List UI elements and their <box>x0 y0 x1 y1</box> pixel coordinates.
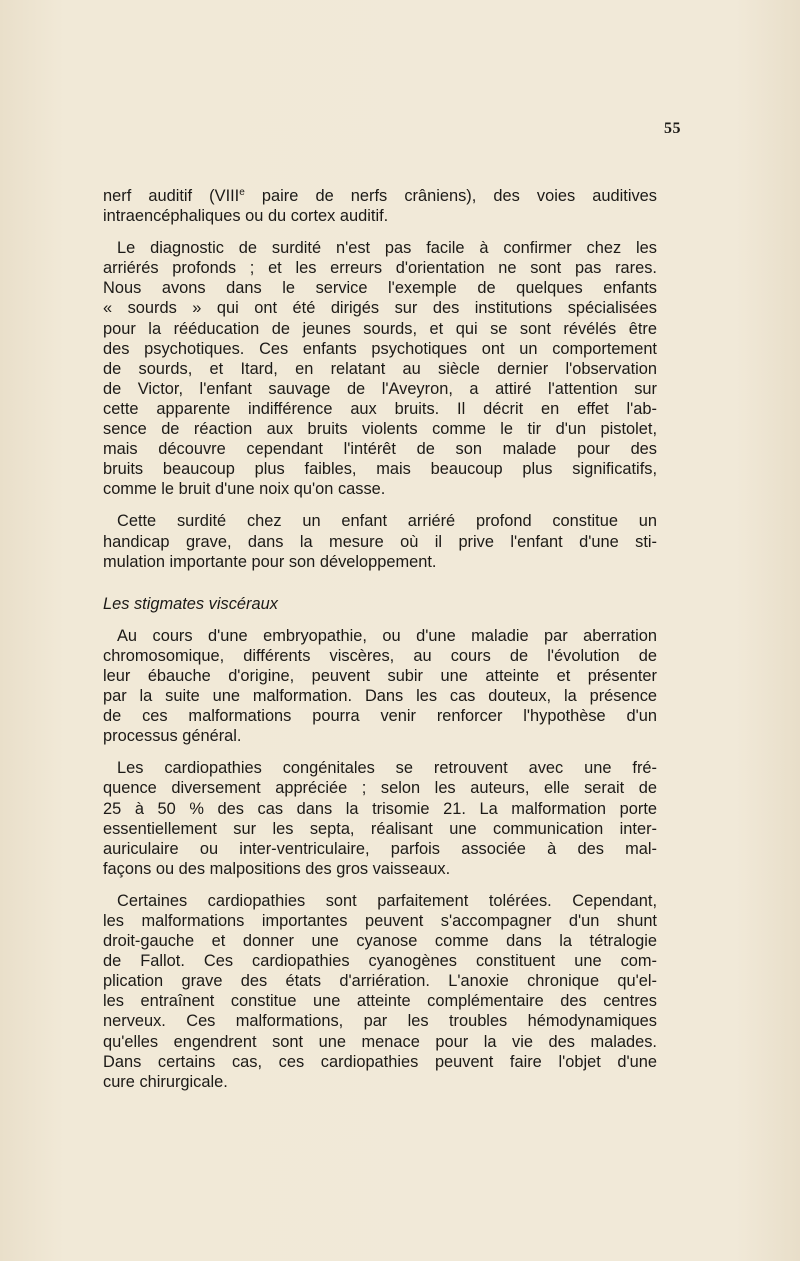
text-line: Cette surdité chez un enfant arriéré profond constitue un <box>117 512 657 531</box>
text-line: processus général. <box>103 727 242 746</box>
paragraph <box>103 186 657 226</box>
text-line: cette apparente indifférence aux bruits. Il décrit en effet l'ab- <box>103 399 657 418</box>
paragraph <box>103 238 657 499</box>
text-line: arriérés profonds ; et les erreurs d'orientation ne sont pas rares. <box>103 259 657 278</box>
text-line: qu'elles engendrent sont une menace pour la vie des malades. <box>103 1032 657 1051</box>
text-line: « sourds » qui ont été dirigés sur des institutions spécialisées <box>103 299 657 318</box>
paragraph <box>103 758 657 879</box>
text-line: Au cours d'une embryopathie, ou d'une maladie par aberration <box>117 626 657 645</box>
text-line: Nous avons dans le service l'exemple de quelques enfants <box>103 279 657 298</box>
section-heading: Les stigmates viscéraux <box>103 594 278 613</box>
text-line: sence de réaction aux bruits violents comme le tir d'un pistolet, <box>103 420 657 439</box>
text-line: les entraînent constitue une atteinte complémentaire des centres <box>103 992 657 1011</box>
text-line: de Victor, l'enfant sauvage de l'Aveyron, a attiré l'attention sur <box>103 379 657 398</box>
text-line: mulation importante pour son développement. <box>103 552 437 571</box>
text-line: droit-gauche et donner une cyanose comme dans la tétralogie <box>103 932 657 951</box>
text-line: Les cardiopathies congénitales se retrouvent avec une fré- <box>117 759 657 778</box>
text-line: Certaines cardiopathies sont parfaitement tolérées. Cependant, <box>117 891 657 910</box>
text-line: cure chirurgicale. <box>103 1072 228 1091</box>
text-line: chromosomique, différents viscères, au cours de l'évolution de <box>103 646 657 665</box>
text-line: de sourds, et Itard, en relatant au siècle dernier l'observation <box>103 359 657 378</box>
text-line: plication grave des états d'arriération. L'anoxie chronique qu'el- <box>103 972 657 991</box>
text-line: bruits beaucoup plus faibles, mais beaucoup plus significatifs, <box>103 460 657 479</box>
paragraph <box>103 626 657 747</box>
text-line: de Fallot. Ces cardiopathies cyanogènes constituent une com- <box>103 952 657 971</box>
text-line: par la suite une malformation. Dans les cas douteux, la présence <box>103 687 657 706</box>
text-line: quence diversement appréciée ; selon les auteurs, elle serait de <box>103 779 657 798</box>
text-line: des psychotiques. Ces enfants psychotiques ont un comportement <box>103 339 657 358</box>
text-line: Le diagnostic de surdité n'est pas facile à confirmer chez les <box>117 239 657 258</box>
text-line: comme le bruit d'une noix qu'on casse. <box>103 480 386 499</box>
text-line: handicap grave, dans la mesure où il prive l'enfant d'une sti- <box>103 532 657 551</box>
text-line: intraencéphaliques ou du cortex auditif. <box>103 207 389 226</box>
paragraph <box>103 891 657 1092</box>
text-line: de ces malformations pourra venir renforcer l'hypothèse d'un <box>103 707 657 726</box>
text-line: les malformations importantes peuvent s'accompagner d'un shunt <box>103 912 657 930</box>
text-line: nerveux. Ces malformations, par les troubles hémodynamiques <box>103 1012 657 1031</box>
text-line: façons ou des malpositions des gros vaisseaux. <box>103 859 451 878</box>
text-line: 25 à 50 % des cas dans la trisomie 21. La malformation porte <box>103 799 657 818</box>
body-text <box>103 186 657 1092</box>
text-line: nerf auditif (VIIIe paire de nerfs crâniens), des voies auditives <box>103 187 657 205</box>
text-line: auriculaire ou inter-ventriculaire, parfois associée à des mal- <box>103 839 657 858</box>
page-number: 55 <box>664 120 681 137</box>
text-line: leur ébauche d'origine, peuvent subir une atteinte et présenter <box>103 666 657 685</box>
paragraph <box>103 511 657 571</box>
text-line: essentiellement sur les septa, réalisant une communication inter- <box>103 819 657 838</box>
text-line: mais découvre cependant l'intérêt de son malade pour des <box>103 440 657 459</box>
text-line: pour la rééducation de jeunes sourds, et qui se sont révélés être <box>103 319 657 338</box>
text-line: Dans certains cas, ces cardiopathies peuvent faire l'objet d'une <box>103 1052 657 1071</box>
